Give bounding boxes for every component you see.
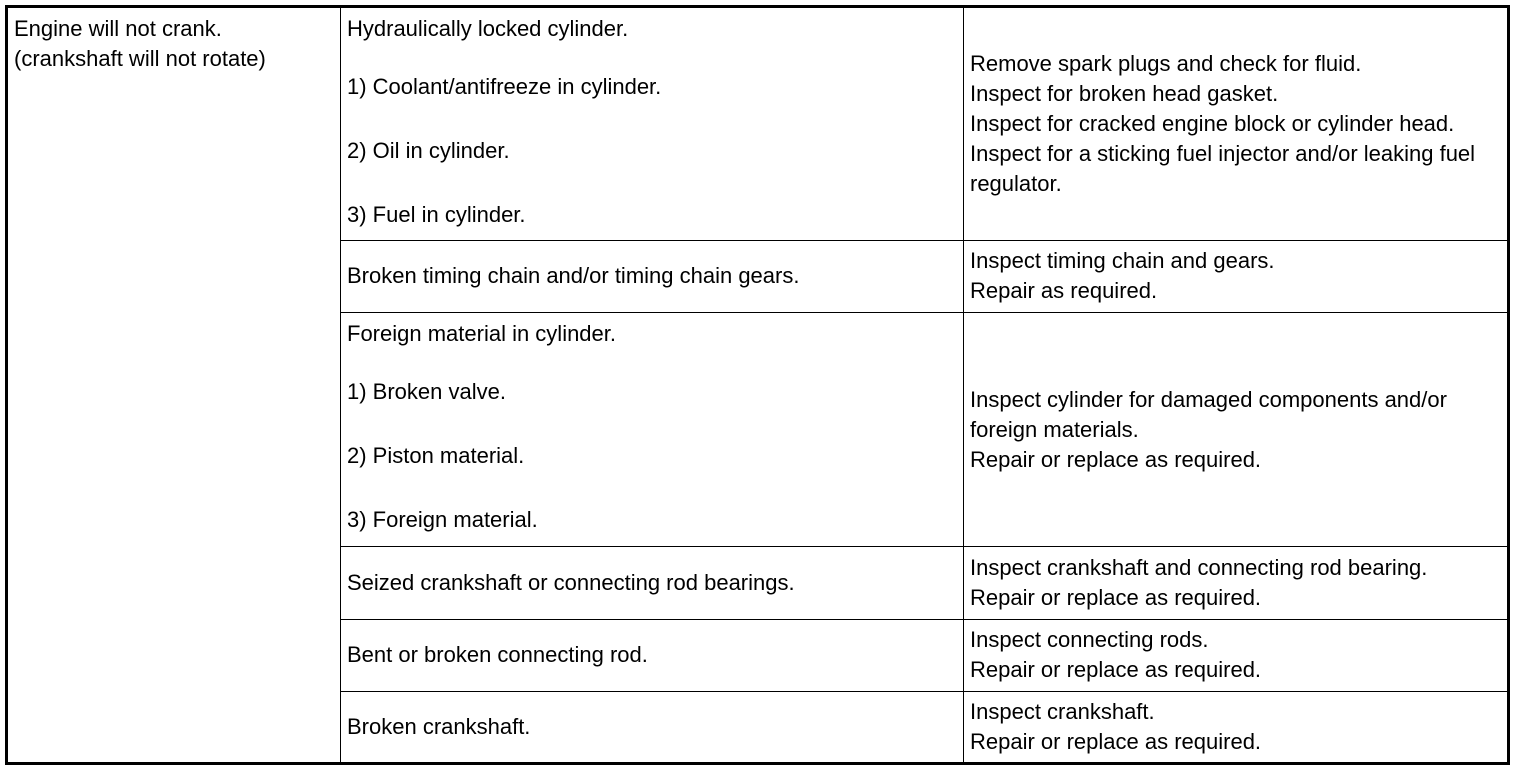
cause-title: Bent or broken connecting rod. xyxy=(347,642,648,668)
correction-line: Repair or replace as required. xyxy=(970,657,1262,683)
correction-line: Repair or replace as required. xyxy=(970,446,1262,472)
correction-line: Remove spark plugs and check for fluid. xyxy=(970,50,1362,76)
condition-cell xyxy=(7,7,341,764)
correction-cell xyxy=(964,691,1509,763)
cause-title: Foreign material in cylinder. xyxy=(347,320,617,346)
cause-title: Broken timing chain and/or timing chain gears. xyxy=(347,263,800,289)
correction-line: Inspect crankshaft. xyxy=(970,698,1155,724)
cause-item: 1) Coolant/antifreeze in cylinder. xyxy=(347,74,662,99)
correction-line: Inspect for cracked engine block or cylinder head. xyxy=(970,110,1455,136)
cause-item: 1) Broken valve. xyxy=(347,378,506,404)
cause-title: Broken crankshaft. xyxy=(347,713,531,739)
correction-cell xyxy=(964,312,1509,547)
correction-line: Inspect crankshaft and connecting rod bearing. xyxy=(970,555,1428,580)
condition-line: Engine will not crank. xyxy=(14,16,222,41)
correction-line: Repair as required. xyxy=(970,278,1158,304)
cause-title: Seized crankshaft or connecting rod bearings. xyxy=(347,570,795,595)
cause-cell xyxy=(341,7,964,241)
condition-line: (crankshaft will not rotate) xyxy=(14,46,266,71)
cause-item: 3) Fuel in cylinder. xyxy=(347,202,526,227)
diagnosis-table xyxy=(5,5,1510,765)
cause-title: Hydraulically locked cylinder. xyxy=(347,16,629,41)
correction-line: Repair or replace as required. xyxy=(970,585,1262,610)
cause-cell xyxy=(341,619,964,691)
cause-cell xyxy=(341,312,964,547)
correction-cell xyxy=(964,547,1509,619)
cause-item: 2) Piston material. xyxy=(347,442,525,468)
cause-cell xyxy=(341,691,964,763)
correction-line: Inspect for broken head gasket. xyxy=(970,80,1279,106)
correction-line: Inspect connecting rods. xyxy=(970,627,1209,653)
correction-line: Repair or replace as required. xyxy=(970,728,1262,754)
correction-line: Inspect for a sticking fuel injector and/or leaking fuel regulator. xyxy=(970,140,1476,196)
correction-cell xyxy=(964,7,1509,241)
cause-cell xyxy=(341,240,964,312)
correction-cell xyxy=(964,240,1509,312)
correction-line: Inspect cylinder for damaged components and/or foreign materials. xyxy=(970,386,1447,442)
cause-item: 3) Foreign material. xyxy=(347,506,538,532)
correction-cell xyxy=(964,619,1509,691)
correction-line: Inspect timing chain and gears. xyxy=(970,248,1275,274)
cause-item: 2) Oil in cylinder. xyxy=(347,138,510,163)
cause-cell xyxy=(341,547,964,619)
table-row xyxy=(7,7,1509,241)
